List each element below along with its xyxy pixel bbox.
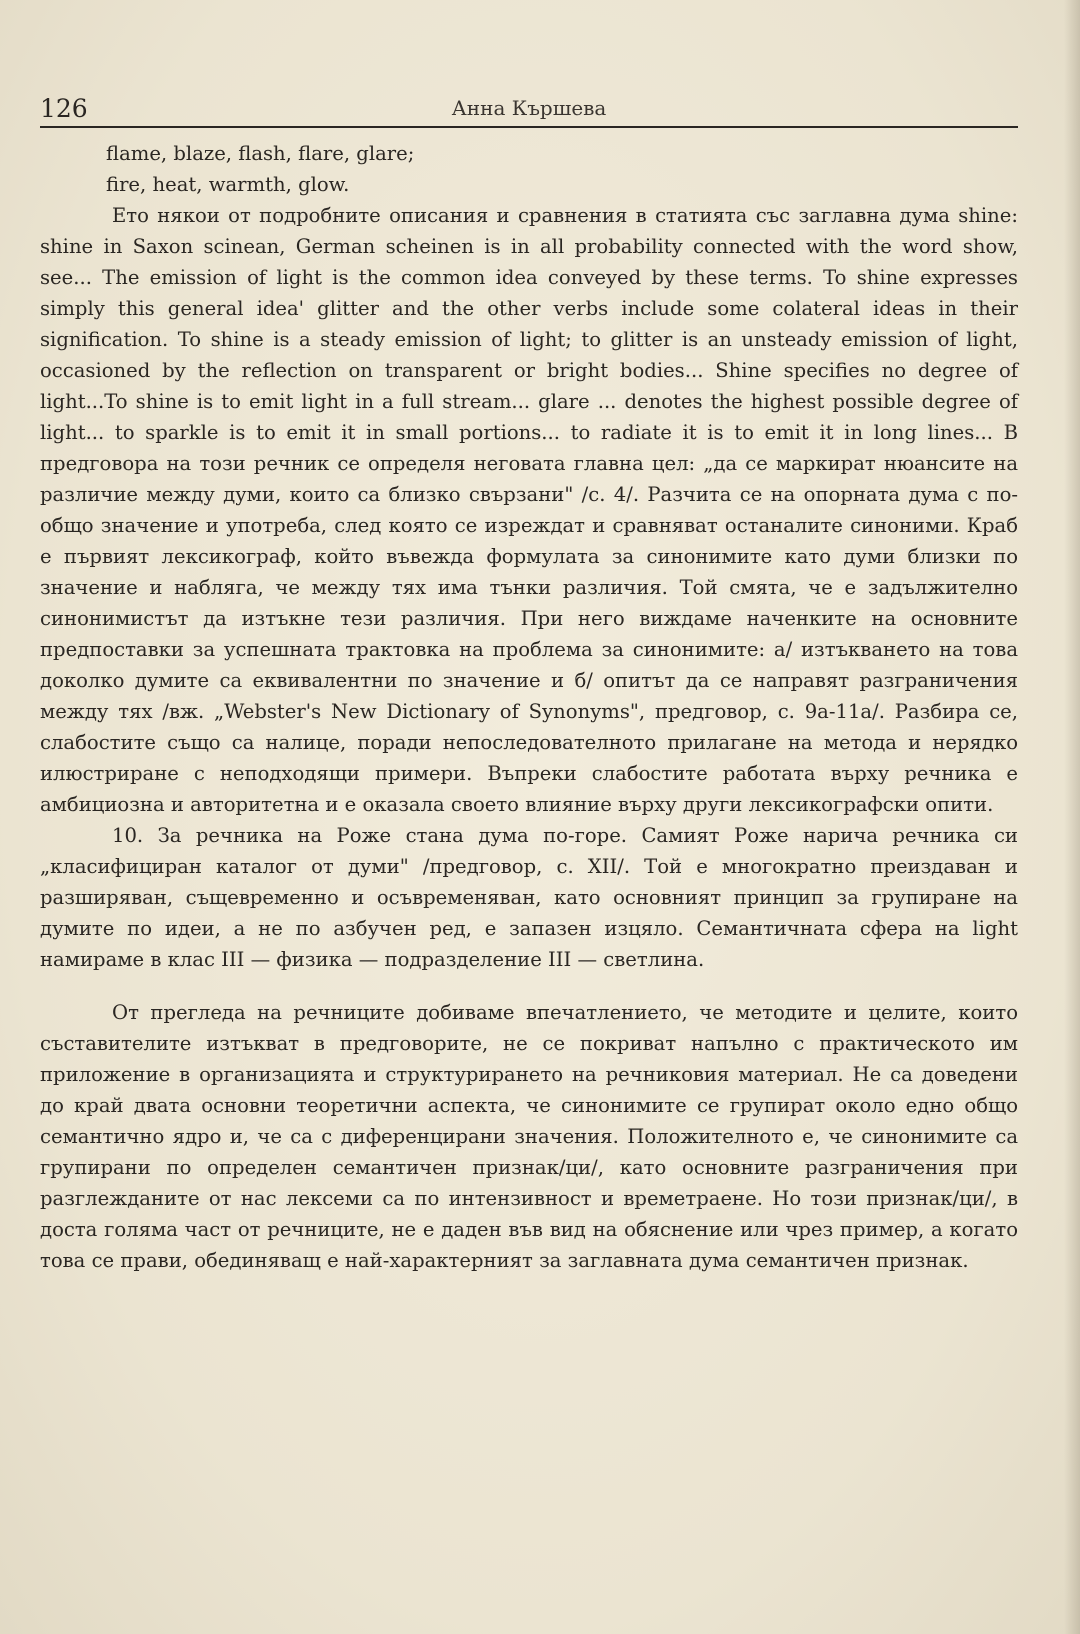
- page-number: 126: [40, 94, 88, 123]
- paragraph-1: Ето някои от подробните описания и сравнения в статията със заглавна дума shine: shine in Saxon scinean, German scheinen is in all probability connected with the word show, see... The emission of light is the common idea conveyed by these terms. To shine expresses simply this general idea' glitter and the other verbs include some colateral ideas in their signification. To shine is a steady emission of light; to glitter is an unsteady emission of light, occasioned by the reflection on transparent or bright bodies... Shine specifies no degree of light...To shine is to emit light in a full stream... glare ... denotes the highest possible degree of light... to sparkle is to emit it in small portions... to radiate it is to emit it in long lines... В предговора на този речник се определя неговата главна цел: „да се маркират нюансите на различие между думи, които са близко свързани" /с. 4/. Разчита се на опорната дума с по-общо значение и употреба, след която се изреждат и сравняват останалите синоними. Краб е първият лексикограф, който въвежда формулата за синонимите като думи близки по значение и набляга, че между тях има тънки различия. Той смята, че е задължително синонимистът да изтъкне тези различия. При него виждаме наченките на основните предпоставки за успешната трактовка на проблема за синонимите: а/ изтъкването на това доколко думите са еквивалентни по значение и б/ опитът да се направят разграничения между тях /вж. „Webster's New Dictionary of Synonyms", предговор, с. 9а-11а/. Разбира се, слабостите също са налице, поради непоследователното прилагане на метода и нерядко илюстриране с неподходящи примери. Въпреки слабостите работата върху речника е амбициозна и авторитетна и е оказала своето влияние върху други лексикографски опити.: [40, 204, 1018, 816]
- body-text: [40, 138, 1018, 1276]
- page-header: [40, 94, 1018, 124]
- header-rule: [40, 126, 1018, 128]
- paragraph-gap: [40, 975, 1018, 997]
- paragraph-2: 10. За речника на Роже стана дума по-горе. Самият Роже нарича речника си „класифициран каталог от думи" /предговор, с. XII/. Той е многократно преиздаван и разширяван, същевременно и осъвременяван, като основният принцип за групиране на думите по идеи, а не по азбучен ред, е запазен изцяло. Семантичната сфера на light намираме в клас III — физика — подразделение III — светлина.: [40, 824, 1018, 971]
- running-head-author: Анна Кършева: [451, 96, 607, 120]
- synonym-list-line-1: flame, blaze, flash, flare, glare;: [106, 142, 415, 165]
- synonym-list-line-2: fire, heat, warmth, glow.: [106, 173, 350, 196]
- paragraph-3: От прегледа на речниците добиваме впечатлението, че методите и целите, които съставителите изтъкват в предговорите, не се покриват напълно с практическото им приложение в организацията и структурирането на речниковия материал. Не са доведени до край двата основни теоретични аспекта, че синонимите се групират около едно общо семантично ядро и, че са с диференцирани значения. Положителното е, че синонимите са групирани по определен семантичен признак/ци/, като основните разграничения при разглежданите от нас лексеми са по интензивност и времетраене. Но този признак/ци/, в доста голяма част от речниците, не е даден във вид на обяснение или чрез пример, а когато това се прави, обединяващ е най-характерният за заглавната дума семантичен признак.: [40, 1001, 1018, 1272]
- page-edge-shadow: [1064, 0, 1080, 1634]
